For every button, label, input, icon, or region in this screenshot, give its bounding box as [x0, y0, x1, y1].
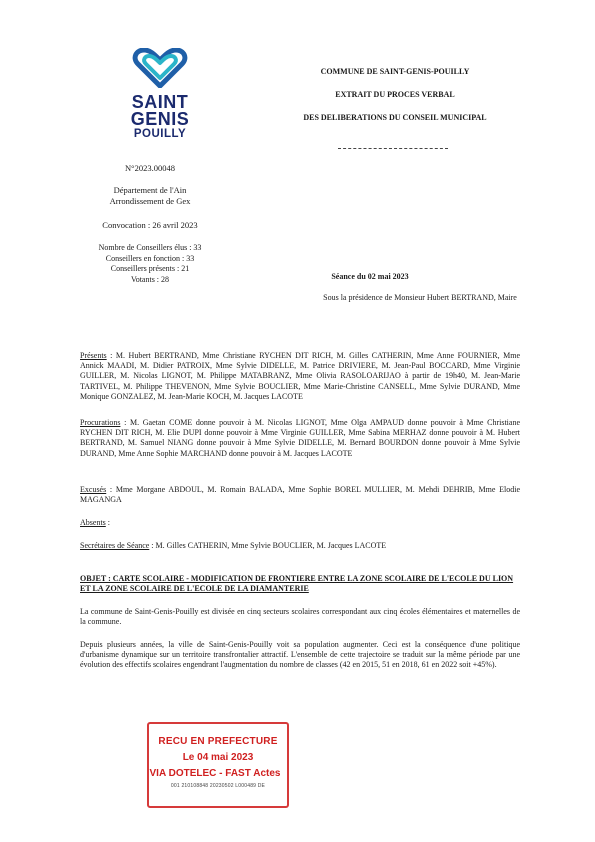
excuses-label: Excusés — [80, 485, 107, 494]
absents-label: Absents — [80, 518, 106, 527]
presents-text: : M. Hubert BERTRAND, Mme Christiane RYCHEN DIT RICH, M. Gilles CATHERIN, Mme Anne FOURNIER, Mme Annick MAADI, M. Didier PATROIX, Mme Sylvie DIDELLE, M. Patrice DRIVIERE, M. Jean-Paul BOCCARD, Mme Virginie GUILLER, M. Nicolas LIGNOT, M. Philippe MATABRANZ, Mme Olivia RASOLOARIJAO à partir de 19h40, M. Jean-Marie TARTIVEL, M. Philippe THEVENON, Mme Sylvie BOUCLIER, Mme Marie-Christine CANSELL, Mme Sylvie DURAND, Mme Monique GONZALEZ, M. Jean-Marie KOCH, M. Jacques LACOTE — [80, 351, 520, 401]
procurations-paragraph — [80, 418, 520, 459]
secretaires-label: Secrétaires de Séance — [80, 541, 150, 550]
procurations-label: Procurations — [80, 418, 121, 427]
convocation-date: Convocation : 26 avril 2023 — [102, 220, 198, 230]
heart-logo-icon — [130, 48, 190, 88]
header-commune: COMMUNE DE SAINT-GENIS-POUILLY — [320, 67, 470, 76]
commune-logo — [125, 48, 195, 141]
stat-elus: Nombre de Conseillers élus : 33 — [98, 243, 202, 252]
prefecture-stamp — [147, 722, 289, 808]
secretaires-text: : M. Gilles CATHERIN, Mme Sylvie BOUCLIER, M. Jacques LACOTE — [149, 541, 387, 550]
seance-title: Séance du 02 mai 2023 — [331, 272, 409, 281]
logo-line-saint: SAINT — [131, 92, 189, 112]
stamp-line-recu: RECU EN PREFECTURE — [158, 736, 278, 747]
stat-votants: Votants : 28 — [130, 274, 170, 284]
secretaires-paragraph — [80, 541, 520, 551]
absents-text: : — [105, 518, 111, 527]
objet-title: OBJET : CARTE SCOLAIRE - MODIFICATION DE FRONTIERE ENTRE LA ZONE SCOLAIRE DE L'ECOLE DU LION ET LA ZONE SCOLAIRE DE L'ECOLE DE LA DIAMANTERIE — [80, 574, 514, 594]
stat-presents: Conseillers présents : 21 — [110, 264, 190, 273]
seance-presidence: Sous la présidence de Monsieur Hubert BERTRAND, Maire — [323, 293, 517, 302]
header-deliberations: DES DELIBERATIONS DU CONSEIL MUNICIPAL — [303, 113, 487, 122]
body-paragraph-2: Depuis plusieurs années, la ville de Saint-Genis-Pouilly voit sa population augmenter. Ceci est la conséquence d'une politique d'urbanisme dynamique sur un territoire transfrontalier attractif. L'ensemble de cette trajectoire se traduit sur la même période par une évolution des effectifs scolaires engendrant l'augmentation du nombre de classes (42 en 2015, 51 en 2018, 61 en 2022 soit +45%). — [80, 640, 520, 670]
arrondissement: Arrondissement de Gex — [109, 196, 191, 206]
header-extrait: EXTRAIT DU PROCES VERBAL — [335, 90, 455, 99]
header-divider — [338, 148, 448, 149]
council-stats — [80, 243, 220, 285]
departement: Département de l'Ain — [113, 185, 187, 195]
deliberation-number: N°2023.00048 — [125, 163, 175, 173]
presents-label: Présents — [80, 351, 107, 360]
procurations-text: : M. Gaetan COME donne pouvoir à M. Nicolas LIGNOT, Mme Olga AMPAUD donne pouvoir à Mme Christiane RYCHEN DIT RICH, M. Elie DUPI donne pouvoir à Mme Virginie GUILLER, Mme Sabina MERHAZ donne pouvoir à M. Hubert BERTRAND, M. Samuel NIANG donne pouvoir à Mme Sylvie DIDELLE, M. Bernard BOURDON donne pouvoir à Mme Sylvie DURAND, Mme Anne Sophie MARCHAND donne pouvoir à M. Jacques LACOTE — [80, 418, 520, 458]
logo-line-pouilly: POUILLY — [133, 128, 187, 140]
stamp-line-reference: 001 210108848 20230502 L000489 DE — [170, 783, 266, 789]
excuses-paragraph — [80, 485, 520, 505]
presents-paragraph — [80, 351, 520, 402]
excuses-text: : Mme Morgane ABDOUL, M. Romain BALADA, Mme Sophie BOREL MULLIER, M. Mehdi DEHRIB, Mme Elodie MAGANGA — [80, 485, 520, 505]
stamp-line-date: Le 04 mai 2023 — [182, 752, 254, 763]
absents-paragraph — [80, 518, 520, 528]
stat-en-fonction: Conseillers en fonction : 33 — [105, 253, 195, 263]
stamp-line-via: VIA DOTELEC - FAST Actes — [149, 768, 281, 779]
logo-line-genis: GENIS — [130, 109, 190, 129]
body-paragraph-1: La commune de Saint-Genis-Pouilly est divisée en cinq secteurs scolaires correspondant aux cinq écoles élémentaires et maternelles de la commune. — [80, 607, 520, 627]
